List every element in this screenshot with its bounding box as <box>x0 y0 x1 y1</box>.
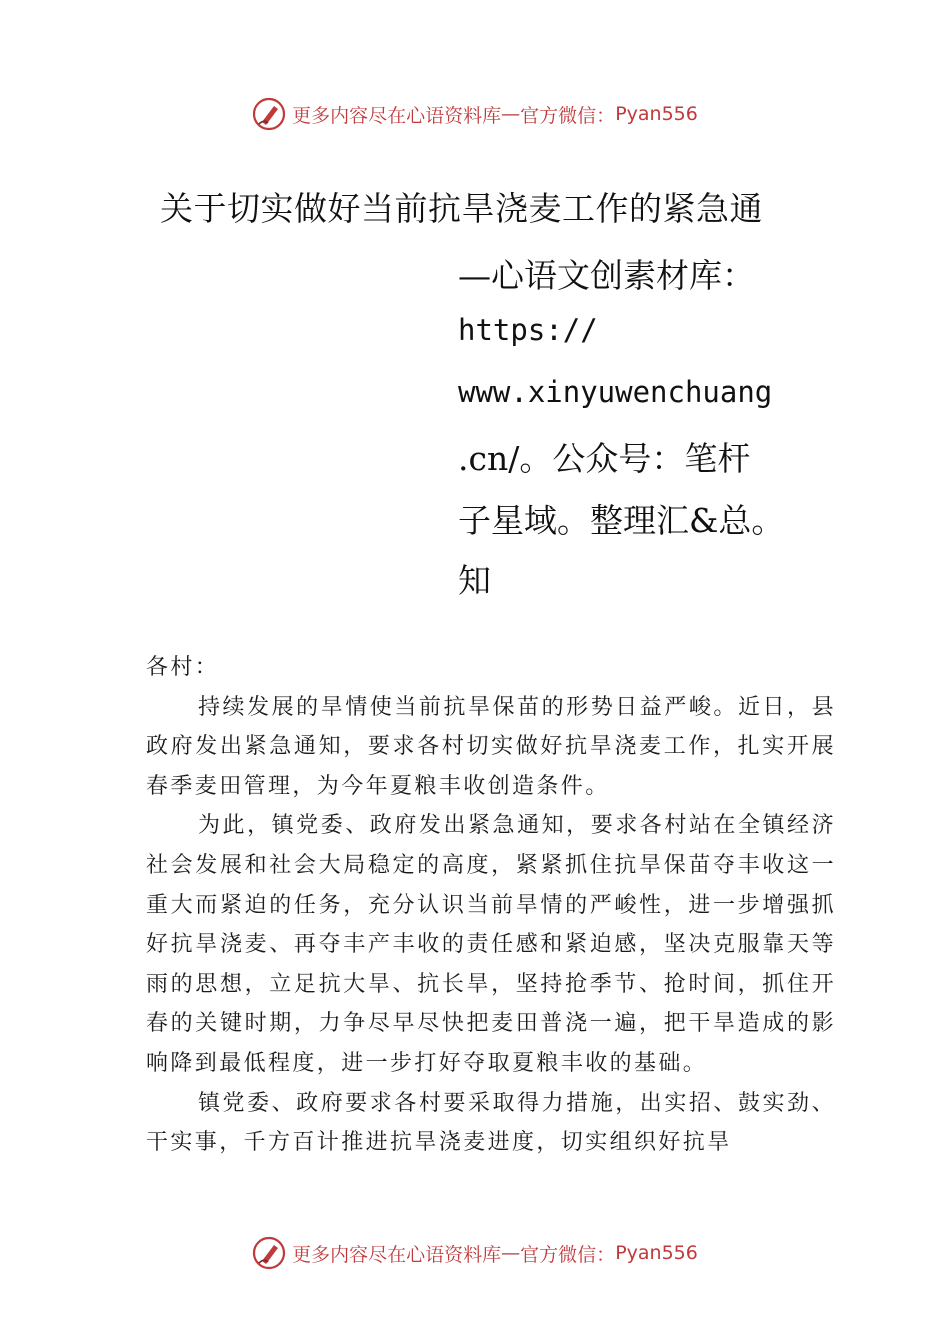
subtitle-line-2: https:// <box>458 313 598 347</box>
subtitle-line-1: —心语文创素材库： <box>458 256 755 295</box>
subtitle-line-4: .cn/。公众号：笔杆 <box>458 439 751 478</box>
banner-prefix-text: 更多内容尽在心语资料库 <box>292 1243 502 1266</box>
paragraph-2: 为此，镇党委、政府发出紧急通知，要求各村站在全镇经济社会发展和社会大局稳定的高度，紧紧抓住抗旱保苗夺丰收这一重大而紧迫的任务，充分认识当前旱情的严峻性，进一步增强抓好抗旱浇麦、再夺丰产丰收的责任感和紧迫感，坚决克服靠天等雨的思想，立足抗大旱、抗长旱，坚持抢季节、抢时间，抓住开春的关键时期，力争尽早尽快把麦田普浇一遍，把干旱造成的影响降到最低程度，进一步打好夺取夏粮丰收的基础。 <box>146 813 836 1076</box>
header-banner <box>0 94 950 134</box>
subtitle-line-6: 知 <box>458 561 491 600</box>
banner-separator: — <box>501 103 521 125</box>
subtitle-line-5: 子星域。整理汇&总。 <box>458 501 785 540</box>
document-body <box>146 648 836 1163</box>
paragraph-1: 持续发展的旱情使当前抗旱保苗的形势日益严峻。近日，县政府发出紧急通知，要求各村切实做好抗旱浇麦工作，扎实开展春季麦田管理，为今年夏粮丰收创造条件。 <box>146 694 836 799</box>
document-title: 关于切实做好当前抗旱浇麦工作的紧急通 <box>160 189 763 228</box>
salutation: 各村： <box>146 655 220 680</box>
banner-separator: — <box>501 1242 521 1264</box>
paragraph-3: 镇党委、政府要求各村要采取得力措施，出实招、鼓实劲、干实事，千方百计推进抗旱浇麦进度，切实组织好抗旱 <box>146 1090 836 1156</box>
banner-wechat-label: 官方微信： <box>520 1243 616 1266</box>
banner-wechat-id: Pyan556 <box>615 1242 698 1264</box>
banner-prefix-text: 更多内容尽在心语资料库 <box>292 104 502 127</box>
footer-banner <box>0 1233 950 1273</box>
subtitle-line-3: www.xinyuwenchuang <box>458 375 773 409</box>
pen-logo-icon <box>252 1236 286 1270</box>
banner-wechat-id: Pyan556 <box>615 103 698 125</box>
pen-logo-icon <box>252 97 286 131</box>
banner-wechat-label: 官方微信： <box>520 104 616 127</box>
